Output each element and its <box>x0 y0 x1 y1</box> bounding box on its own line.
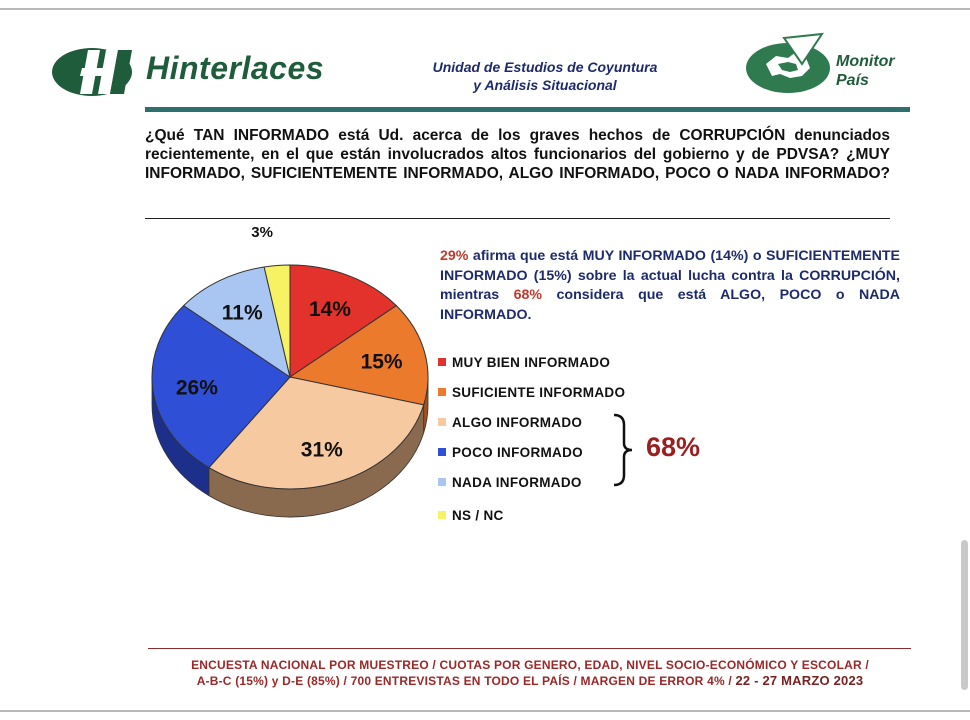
footer-dates: 22 - 27 MARZO 2023 <box>735 673 864 688</box>
legend-swatch <box>438 448 446 456</box>
pie-label-muy-bien-informado: 14% <box>308 298 351 322</box>
frame-bottom-line <box>0 710 970 712</box>
unit-line-1: Unidad de Estudios de Coyuntura <box>432 59 658 75</box>
footer-methodology <box>150 657 910 689</box>
legend-label: NADA INFORMADO <box>452 474 582 490</box>
pie-label-algo-informado: 31% <box>300 438 343 462</box>
footer-line-1: ENCUESTA NACIONAL POR MUESTREO / CUOTAS POR GENERO, EDAD, NIVEL SOCIO-ECONÓMICO Y ESCOLAR / <box>191 658 869 672</box>
pie-label-nada-informado: 11% <box>221 301 263 325</box>
legend-swatch <box>438 358 446 366</box>
legend-swatch <box>438 511 446 519</box>
legend-item-algo <box>438 413 582 431</box>
summary-text <box>440 247 900 325</box>
monitor-pais-map-icon <box>744 34 834 96</box>
pie-label-suficiente-informado: 15% <box>360 350 403 374</box>
legend-item-poco <box>438 443 583 461</box>
pie-label-ns-nc: 3% <box>251 223 273 241</box>
question-underline <box>145 218 890 219</box>
frame-top-line <box>0 8 970 10</box>
scrollbar[interactable] <box>961 540 968 690</box>
legend-label: MUY BIEN INFORMADO <box>452 354 611 370</box>
summary-part-2: considera que está ALGO, POCO o NADA INFORMADO. <box>440 287 900 323</box>
header-divider <box>145 107 910 112</box>
pie-chart <box>140 223 440 532</box>
summary-pct-1: 29% <box>440 248 469 264</box>
summary-part-1: afirma que está MUY INFORMADO (14%) o SUFICIENTEMENTE INFORMADO (15%) sobre la actual lucha contra la CORRUPCIÓN, mientras <box>440 248 900 303</box>
legend-label: NS / NC <box>452 507 504 523</box>
legend-item-ns-nc <box>438 506 504 524</box>
footer-line-2 <box>150 673 910 689</box>
legend-label: ALGO INFORMADO <box>452 414 583 430</box>
monitor-line-2: País <box>836 72 869 89</box>
legend-label: SUFICIENTE INFORMADO <box>452 384 626 400</box>
hinterlaces-logo-icon <box>52 44 144 100</box>
group-total-percent: 68% <box>646 432 701 462</box>
monitor-line-1: Monitor <box>836 53 895 70</box>
legend-item-muy-bien <box>438 353 610 371</box>
legend-item-nada <box>438 473 582 491</box>
footer-divider <box>148 648 911 649</box>
legend-swatch <box>438 478 446 486</box>
monitor-pais-label <box>836 52 895 90</box>
pie-label-poco-informado: 26% <box>175 376 218 400</box>
unit-title <box>395 58 695 94</box>
group-brace-icon <box>612 413 636 487</box>
brand-name: Hinterlaces <box>146 50 325 86</box>
unit-line-2: y Análisis Situacional <box>473 77 617 93</box>
footer-line-2-text: A-B-C (15%) y D-E (85%) / 700 ENTREVISTAS EN TODO EL PAÍS / MARGEN DE ERROR 4% / <box>196 674 736 688</box>
summary-pct-2: 68% <box>513 287 543 303</box>
legend-label: POCO INFORMADO <box>452 444 583 460</box>
legend-swatch <box>438 418 446 426</box>
legend-swatch <box>438 388 446 396</box>
legend-item-suficiente <box>438 383 625 401</box>
survey-question: ¿Qué TAN INFORMADO está Ud. acerca de los graves hechos de CORRUPCIÓN denunciados recientemente, en el que están involucrados altos funcionarios del gobierno y de PDVSA? ¿MUY INFORMADO, SUFICIENTEMENTE INFORMADO, ALGO INFORMADO, POCO O NADA INFORMADO? <box>145 127 890 182</box>
